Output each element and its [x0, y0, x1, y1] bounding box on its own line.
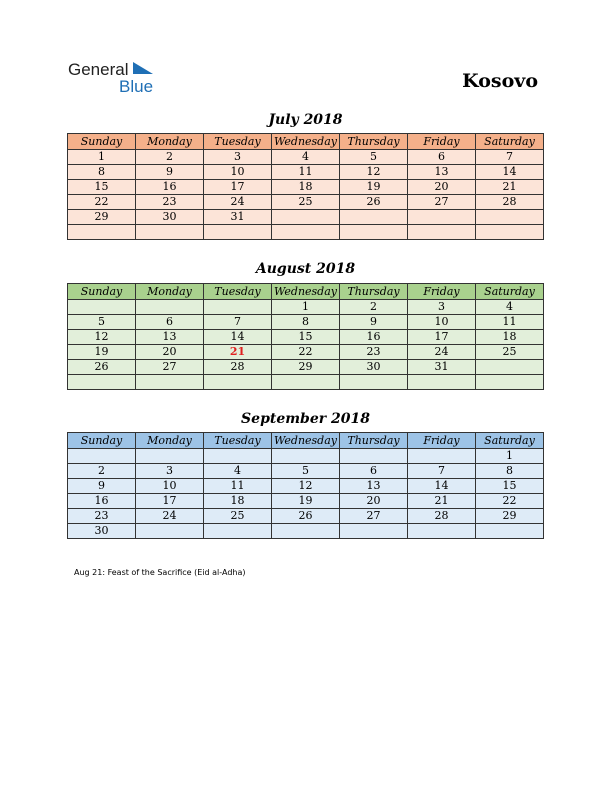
day-cell: 7 — [204, 315, 272, 330]
day-cell — [272, 524, 340, 539]
week-row — [68, 330, 544, 345]
day-cell: 7 — [408, 464, 476, 479]
weekday-header: Friday — [408, 433, 476, 449]
day-cell: 10 — [408, 315, 476, 330]
holiday-notes: Aug 21: Feast of the Sacrifice (Eid al-Adha) — [74, 568, 246, 577]
day-cell: 12 — [340, 165, 408, 180]
day-cell: 1 — [272, 300, 340, 315]
day-cell: 11 — [204, 479, 272, 494]
day-cell: 25 — [272, 195, 340, 210]
day-cell: 28 — [476, 195, 544, 210]
weekday-header: Sunday — [68, 433, 136, 449]
weekday-header: Tuesday — [204, 134, 272, 150]
day-cell — [340, 210, 408, 225]
day-cell: 21 — [476, 180, 544, 195]
week-row — [68, 449, 544, 464]
day-cell: 12 — [68, 330, 136, 345]
day-cell — [476, 210, 544, 225]
day-cell: 13 — [136, 330, 204, 345]
day-cell: 21 — [408, 494, 476, 509]
day-cell: 6 — [136, 315, 204, 330]
weekday-header: Wednesday — [272, 284, 340, 300]
week-row — [68, 210, 544, 225]
logo — [68, 60, 168, 96]
day-cell: 2 — [340, 300, 408, 315]
weekday-header: Thursday — [340, 433, 408, 449]
day-cell — [204, 225, 272, 240]
day-cell — [408, 225, 476, 240]
weekday-header: Thursday — [340, 284, 408, 300]
week-row — [68, 150, 544, 165]
day-cell: 19 — [272, 494, 340, 509]
day-cell: 6 — [408, 150, 476, 165]
day-cell: 23 — [68, 509, 136, 524]
day-cell: 4 — [204, 464, 272, 479]
day-cell — [204, 449, 272, 464]
day-cell: 3 — [136, 464, 204, 479]
day-cell — [272, 375, 340, 390]
day-cell: 26 — [272, 509, 340, 524]
day-cell: 15 — [68, 180, 136, 195]
day-cell — [204, 524, 272, 539]
day-cell: 9 — [136, 165, 204, 180]
day-cell — [68, 300, 136, 315]
day-cell: 16 — [340, 330, 408, 345]
weekday-header: Monday — [136, 433, 204, 449]
day-cell: 2 — [136, 150, 204, 165]
weekday-header: Friday — [408, 134, 476, 150]
day-cell: 14 — [476, 165, 544, 180]
day-cell: 6 — [340, 464, 408, 479]
day-cell: 30 — [340, 360, 408, 375]
day-cell: 29 — [272, 360, 340, 375]
day-cell — [408, 524, 476, 539]
day-cell — [340, 225, 408, 240]
week-row — [68, 375, 544, 390]
day-cell: 7 — [476, 150, 544, 165]
week-row — [68, 315, 544, 330]
day-cell: 17 — [408, 330, 476, 345]
weekday-header: Wednesday — [272, 433, 340, 449]
day-cell — [340, 449, 408, 464]
day-cell: 31 — [408, 360, 476, 375]
day-cell — [68, 375, 136, 390]
day-cell: 26 — [68, 360, 136, 375]
weekday-header-row — [68, 433, 544, 449]
week-row — [68, 509, 544, 524]
month-title-july: July 2018 — [268, 112, 343, 128]
day-cell: 25 — [476, 345, 544, 360]
day-cell: 14 — [204, 330, 272, 345]
day-cell: 22 — [272, 345, 340, 360]
day-cell: 15 — [272, 330, 340, 345]
day-cell: 5 — [340, 150, 408, 165]
day-cell: 22 — [476, 494, 544, 509]
day-cell: 9 — [340, 315, 408, 330]
month-title-september: September 2018 — [241, 411, 370, 427]
day-cell: 13 — [340, 479, 408, 494]
weekday-header: Saturday — [476, 433, 544, 449]
day-cell: 11 — [476, 315, 544, 330]
day-cell: 31 — [204, 210, 272, 225]
day-cell: 30 — [136, 210, 204, 225]
day-cell: 8 — [68, 165, 136, 180]
weekday-header-row — [68, 284, 544, 300]
week-row — [68, 195, 544, 210]
day-cell — [136, 449, 204, 464]
day-cell — [476, 225, 544, 240]
day-cell: 24 — [136, 509, 204, 524]
logo-triangle-icon — [133, 62, 153, 76]
day-cell — [136, 225, 204, 240]
day-cell: 25 — [204, 509, 272, 524]
day-cell: 17 — [136, 494, 204, 509]
calendar-august — [67, 283, 544, 390]
day-cell — [408, 449, 476, 464]
weekday-header: Sunday — [68, 284, 136, 300]
day-cell: 11 — [272, 165, 340, 180]
week-row — [68, 300, 544, 315]
day-cell — [408, 210, 476, 225]
day-cell — [476, 375, 544, 390]
weekday-header: Monday — [136, 284, 204, 300]
week-row — [68, 180, 544, 195]
day-cell: 19 — [68, 345, 136, 360]
day-cell: 18 — [272, 180, 340, 195]
day-cell: 12 — [272, 479, 340, 494]
day-cell — [476, 360, 544, 375]
week-row — [68, 225, 544, 240]
logo-text-blue: Blue — [119, 77, 154, 96]
day-cell — [272, 225, 340, 240]
day-cell — [68, 225, 136, 240]
day-cell: 2 — [68, 464, 136, 479]
day-cell — [476, 524, 544, 539]
week-row — [68, 165, 544, 180]
day-cell: 15 — [476, 479, 544, 494]
day-cell — [204, 300, 272, 315]
day-cell: 18 — [204, 494, 272, 509]
weekday-header: Sunday — [68, 134, 136, 150]
month-title-august: August 2018 — [255, 261, 356, 277]
logo-text-general: General — [68, 60, 129, 79]
day-cell: 27 — [340, 509, 408, 524]
day-cell: 8 — [272, 315, 340, 330]
day-cell: 29 — [68, 210, 136, 225]
holiday-day-cell: 21 — [204, 345, 272, 360]
day-cell — [272, 210, 340, 225]
weekday-header: Wednesday — [272, 134, 340, 150]
country-name: Kosovo — [462, 70, 538, 92]
day-cell: 28 — [204, 360, 272, 375]
day-cell: 20 — [408, 180, 476, 195]
day-cell: 5 — [272, 464, 340, 479]
calendar-july — [67, 133, 544, 240]
day-cell — [340, 375, 408, 390]
day-cell: 19 — [340, 180, 408, 195]
day-cell: 13 — [408, 165, 476, 180]
week-row — [68, 494, 544, 509]
day-cell: 8 — [476, 464, 544, 479]
day-cell: 27 — [136, 360, 204, 375]
day-cell: 27 — [408, 195, 476, 210]
weekday-header: Saturday — [476, 284, 544, 300]
day-cell: 16 — [136, 180, 204, 195]
day-cell: 9 — [68, 479, 136, 494]
day-cell: 22 — [68, 195, 136, 210]
weekday-header: Tuesday — [204, 433, 272, 449]
day-cell: 23 — [340, 345, 408, 360]
day-cell: 29 — [476, 509, 544, 524]
day-cell: 1 — [68, 150, 136, 165]
day-cell: 10 — [136, 479, 204, 494]
day-cell — [204, 375, 272, 390]
day-cell — [68, 449, 136, 464]
day-cell: 26 — [340, 195, 408, 210]
day-cell — [136, 375, 204, 390]
day-cell: 17 — [204, 180, 272, 195]
day-cell: 4 — [272, 150, 340, 165]
day-cell: 1 — [476, 449, 544, 464]
weekday-header: Friday — [408, 284, 476, 300]
day-cell: 3 — [408, 300, 476, 315]
day-cell: 4 — [476, 300, 544, 315]
week-row — [68, 345, 544, 360]
day-cell: 3 — [204, 150, 272, 165]
day-cell — [136, 300, 204, 315]
day-cell: 18 — [476, 330, 544, 345]
day-cell: 20 — [340, 494, 408, 509]
day-cell — [408, 375, 476, 390]
day-cell: 20 — [136, 345, 204, 360]
day-cell: 16 — [68, 494, 136, 509]
day-cell — [272, 449, 340, 464]
weekday-header: Thursday — [340, 134, 408, 150]
week-row — [68, 479, 544, 494]
day-cell: 10 — [204, 165, 272, 180]
weekday-header: Saturday — [476, 134, 544, 150]
day-cell: 24 — [408, 345, 476, 360]
weekday-header: Tuesday — [204, 284, 272, 300]
week-row — [68, 360, 544, 375]
day-cell: 28 — [408, 509, 476, 524]
day-cell: 23 — [136, 195, 204, 210]
weekday-header-row — [68, 134, 544, 150]
weekday-header: Monday — [136, 134, 204, 150]
day-cell: 30 — [68, 524, 136, 539]
week-row — [68, 464, 544, 479]
day-cell — [136, 524, 204, 539]
day-cell: 5 — [68, 315, 136, 330]
day-cell: 14 — [408, 479, 476, 494]
week-row — [68, 524, 544, 539]
day-cell: 24 — [204, 195, 272, 210]
day-cell — [340, 524, 408, 539]
calendar-september — [67, 432, 544, 539]
